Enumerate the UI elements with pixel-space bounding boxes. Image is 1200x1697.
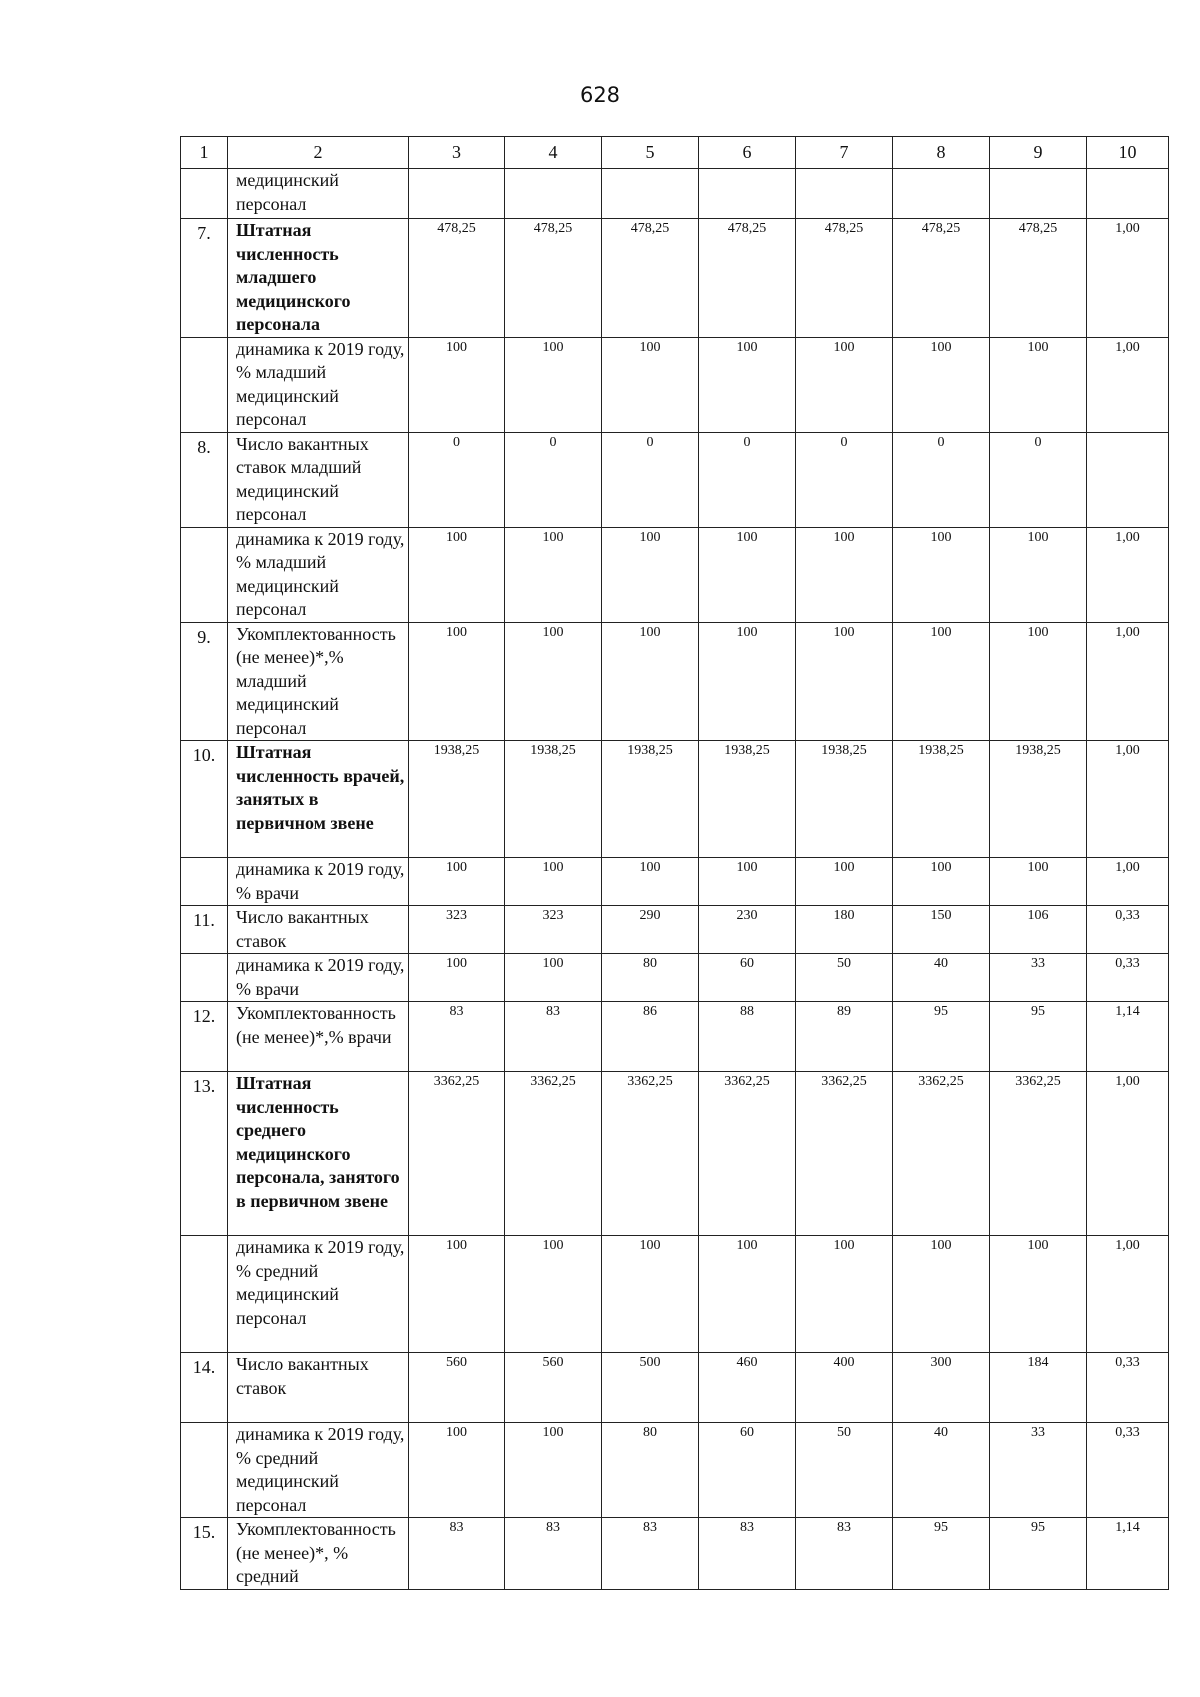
- value-cell-col-5: 86: [602, 1002, 699, 1072]
- value-cell-col-3: 478,25: [409, 219, 505, 338]
- value-cell-col-4: 100: [505, 622, 602, 741]
- value-cell-col-8: [893, 169, 990, 219]
- value-cell-col-4: 100: [505, 1236, 602, 1353]
- value-cell-col-6: 100: [699, 527, 796, 622]
- value-cell-col-4: 100: [505, 1423, 602, 1518]
- table-row: [181, 1518, 1169, 1590]
- value-cell-col-5: 0: [602, 432, 699, 527]
- data-table: [180, 136, 1169, 1590]
- row-number: [181, 527, 228, 622]
- value-cell-col-9: 100: [990, 527, 1087, 622]
- value-cell-col-10: 0,33: [1087, 906, 1169, 954]
- table-row: [181, 1072, 1169, 1236]
- value-cell-col-3: 100: [409, 337, 505, 432]
- value-cell-col-9: 95: [990, 1518, 1087, 1590]
- value-cell-col-10: 1,00: [1087, 622, 1169, 741]
- value-cell-col-3: 0: [409, 432, 505, 527]
- row-label: динамика к 2019 году, % средний медицинский персонал: [228, 1423, 409, 1518]
- row-label: Штатная численность младшего медицинского персонала: [228, 219, 409, 338]
- row-number: [181, 858, 228, 906]
- table-row: [181, 622, 1169, 741]
- table-body: [181, 137, 1169, 1590]
- row-number: [181, 337, 228, 432]
- value-cell-col-5: 100: [602, 527, 699, 622]
- row-number: 15.: [181, 1518, 228, 1590]
- value-cell-col-3: 100: [409, 858, 505, 906]
- value-cell-col-4: 478,25: [505, 219, 602, 338]
- value-cell-col-7: 478,25: [796, 219, 893, 338]
- value-cell-col-3: 323: [409, 906, 505, 954]
- value-cell-col-8: 1938,25: [893, 741, 990, 858]
- row-number: 10.: [181, 741, 228, 858]
- value-cell-col-5: 83: [602, 1518, 699, 1590]
- value-cell-col-7: 50: [796, 1423, 893, 1518]
- value-cell-col-9: 106: [990, 906, 1087, 954]
- value-cell-col-6: 88: [699, 1002, 796, 1072]
- value-cell-col-6: 100: [699, 1236, 796, 1353]
- value-cell-col-3: 3362,25: [409, 1072, 505, 1236]
- value-cell-col-6: 0: [699, 432, 796, 527]
- column-header-7: 7: [796, 137, 893, 169]
- column-header-1: 1: [181, 137, 228, 169]
- value-cell-col-5: 3362,25: [602, 1072, 699, 1236]
- value-cell-col-6: 100: [699, 337, 796, 432]
- value-cell-col-8: 100: [893, 527, 990, 622]
- value-cell-col-7: 100: [796, 858, 893, 906]
- value-cell-col-4: 560: [505, 1353, 602, 1423]
- value-cell-col-9: 184: [990, 1353, 1087, 1423]
- value-cell-col-7: 0: [796, 432, 893, 527]
- value-cell-col-4: 100: [505, 858, 602, 906]
- value-cell-col-10: 1,00: [1087, 741, 1169, 858]
- row-number: [181, 169, 228, 219]
- value-cell-col-3: 83: [409, 1002, 505, 1072]
- column-header-5: 5: [602, 137, 699, 169]
- value-cell-col-4: 83: [505, 1002, 602, 1072]
- value-cell-col-3: 100: [409, 527, 505, 622]
- value-cell-col-10: 1,14: [1087, 1518, 1169, 1590]
- row-label: Укомплектованность (не менее)*,% младший медицинский персонал: [228, 622, 409, 741]
- value-cell-col-7: 3362,25: [796, 1072, 893, 1236]
- value-cell-col-7: 83: [796, 1518, 893, 1590]
- value-cell-col-9: 33: [990, 954, 1087, 1002]
- value-cell-col-4: 3362,25: [505, 1072, 602, 1236]
- column-header-8: 8: [893, 137, 990, 169]
- table-row: [181, 527, 1169, 622]
- value-cell-col-6: [699, 169, 796, 219]
- value-cell-col-8: 100: [893, 337, 990, 432]
- table-row: [181, 906, 1169, 954]
- row-label: Штатная численность среднего медицинского персонала, занятого в первичном звене: [228, 1072, 409, 1236]
- value-cell-col-5: 100: [602, 858, 699, 906]
- value-cell-col-9: 1938,25: [990, 741, 1087, 858]
- table-row: [181, 432, 1169, 527]
- value-cell-col-4: 83: [505, 1518, 602, 1590]
- value-cell-col-3: 560: [409, 1353, 505, 1423]
- row-number: 8.: [181, 432, 228, 527]
- row-number: [181, 1236, 228, 1353]
- table-row: [181, 741, 1169, 858]
- value-cell-col-8: 100: [893, 1236, 990, 1353]
- value-cell-col-7: 100: [796, 527, 893, 622]
- row-number: 14.: [181, 1353, 228, 1423]
- value-cell-col-7: 100: [796, 622, 893, 741]
- value-cell-col-7: [796, 169, 893, 219]
- value-cell-col-8: 95: [893, 1002, 990, 1072]
- value-cell-col-3: 83: [409, 1518, 505, 1590]
- value-cell-col-9: 100: [990, 858, 1087, 906]
- value-cell-col-6: 230: [699, 906, 796, 954]
- value-cell-col-9: 95: [990, 1002, 1087, 1072]
- value-cell-col-6: 83: [699, 1518, 796, 1590]
- value-cell-col-10: 1,00: [1087, 1072, 1169, 1236]
- row-number: [181, 954, 228, 1002]
- value-cell-col-8: 478,25: [893, 219, 990, 338]
- value-cell-col-9: 100: [990, 1236, 1087, 1353]
- table-row: [181, 337, 1169, 432]
- table-row: [181, 954, 1169, 1002]
- value-cell-col-6: 478,25: [699, 219, 796, 338]
- row-label: Укомплектованность (не менее)*,% врачи: [228, 1002, 409, 1072]
- value-cell-col-5: 80: [602, 954, 699, 1002]
- page-number: 628: [579, 83, 621, 107]
- value-cell-col-10: 1,00: [1087, 1236, 1169, 1353]
- value-cell-col-5: 100: [602, 622, 699, 741]
- table-row: [181, 169, 1169, 219]
- value-cell-col-10: 1,14: [1087, 1002, 1169, 1072]
- value-cell-col-3: 100: [409, 1236, 505, 1353]
- row-label: медицинский персонал: [228, 169, 409, 219]
- value-cell-col-10: [1087, 432, 1169, 527]
- value-cell-col-10: 1,00: [1087, 527, 1169, 622]
- value-cell-col-8: 95: [893, 1518, 990, 1590]
- column-header-4: 4: [505, 137, 602, 169]
- value-cell-col-5: 80: [602, 1423, 699, 1518]
- value-cell-col-8: 100: [893, 622, 990, 741]
- value-cell-col-5: 100: [602, 337, 699, 432]
- value-cell-col-9: 0: [990, 432, 1087, 527]
- column-header-2: 2: [228, 137, 409, 169]
- row-number: 11.: [181, 906, 228, 954]
- value-cell-col-4: 100: [505, 954, 602, 1002]
- value-cell-col-4: 323: [505, 906, 602, 954]
- value-cell-col-9: [990, 169, 1087, 219]
- row-label: Число вакантных ставок: [228, 906, 409, 954]
- value-cell-col-5: 1938,25: [602, 741, 699, 858]
- value-cell-col-5: [602, 169, 699, 219]
- value-cell-col-6: 60: [699, 954, 796, 1002]
- value-cell-col-6: 60: [699, 1423, 796, 1518]
- value-cell-col-3: 100: [409, 622, 505, 741]
- value-cell-col-9: 33: [990, 1423, 1087, 1518]
- value-cell-col-9: 100: [990, 337, 1087, 432]
- row-label: динамика к 2019 году, % врачи: [228, 954, 409, 1002]
- value-cell-col-4: 0: [505, 432, 602, 527]
- value-cell-col-7: 1938,25: [796, 741, 893, 858]
- row-label: динамика к 2019 году, % средний медицинский персонал: [228, 1236, 409, 1353]
- value-cell-col-7: 400: [796, 1353, 893, 1423]
- value-cell-col-4: 1938,25: [505, 741, 602, 858]
- value-cell-col-4: 100: [505, 337, 602, 432]
- column-header-6: 6: [699, 137, 796, 169]
- table-row: [181, 1353, 1169, 1423]
- row-number: [181, 1423, 228, 1518]
- value-cell-col-3: [409, 169, 505, 219]
- value-cell-col-10: 1,00: [1087, 858, 1169, 906]
- value-cell-col-6: 3362,25: [699, 1072, 796, 1236]
- row-number: 9.: [181, 622, 228, 741]
- value-cell-col-10: 0,33: [1087, 1353, 1169, 1423]
- value-cell-col-5: 290: [602, 906, 699, 954]
- column-header-10: 10: [1087, 137, 1169, 169]
- row-number: 12.: [181, 1002, 228, 1072]
- table-row: [181, 858, 1169, 906]
- row-label: динамика к 2019 году, % младший медицинский персонал: [228, 527, 409, 622]
- header-row: [181, 137, 1169, 169]
- table-row: [181, 1236, 1169, 1353]
- value-cell-col-7: 180: [796, 906, 893, 954]
- row-label: Число вакантных ставок младший медицинский персонал: [228, 432, 409, 527]
- value-cell-col-10: 0,33: [1087, 954, 1169, 1002]
- row-number: 7.: [181, 219, 228, 338]
- value-cell-col-6: 460: [699, 1353, 796, 1423]
- value-cell-col-7: 89: [796, 1002, 893, 1072]
- row-label: динамика к 2019 году, % врачи: [228, 858, 409, 906]
- table-row: [181, 1002, 1169, 1072]
- value-cell-col-8: 0: [893, 432, 990, 527]
- value-cell-col-10: 1,00: [1087, 219, 1169, 338]
- row-label: Штатная численность врачей, занятых в первичном звене: [228, 741, 409, 858]
- column-header-3: 3: [409, 137, 505, 169]
- value-cell-col-4: [505, 169, 602, 219]
- value-cell-col-8: 150: [893, 906, 990, 954]
- value-cell-col-9: 3362,25: [990, 1072, 1087, 1236]
- value-cell-col-5: 100: [602, 1236, 699, 1353]
- value-cell-col-9: 100: [990, 622, 1087, 741]
- column-header-9: 9: [990, 137, 1087, 169]
- value-cell-col-3: 100: [409, 954, 505, 1002]
- value-cell-col-6: 100: [699, 622, 796, 741]
- value-cell-col-8: 3362,25: [893, 1072, 990, 1236]
- table-row: [181, 1423, 1169, 1518]
- row-label: динамика к 2019 году, % младший медицинский персонал: [228, 337, 409, 432]
- value-cell-col-5: 478,25: [602, 219, 699, 338]
- value-cell-col-6: 100: [699, 858, 796, 906]
- value-cell-col-8: 40: [893, 1423, 990, 1518]
- value-cell-col-6: 1938,25: [699, 741, 796, 858]
- value-cell-col-9: 478,25: [990, 219, 1087, 338]
- value-cell-col-10: 1,00: [1087, 337, 1169, 432]
- value-cell-col-10: 0,33: [1087, 1423, 1169, 1518]
- value-cell-col-4: 100: [505, 527, 602, 622]
- value-cell-col-8: 300: [893, 1353, 990, 1423]
- row-label: Число вакантных ставок: [228, 1353, 409, 1423]
- value-cell-col-5: 500: [602, 1353, 699, 1423]
- table-row: [181, 219, 1169, 338]
- value-cell-col-10: [1087, 169, 1169, 219]
- value-cell-col-8: 40: [893, 954, 990, 1002]
- value-cell-col-3: 1938,25: [409, 741, 505, 858]
- row-label: Укомплектованность (не менее)*, % средний: [228, 1518, 409, 1590]
- value-cell-col-7: 50: [796, 954, 893, 1002]
- value-cell-col-7: 100: [796, 337, 893, 432]
- row-number: 13.: [181, 1072, 228, 1236]
- value-cell-col-7: 100: [796, 1236, 893, 1353]
- value-cell-col-3: 100: [409, 1423, 505, 1518]
- value-cell-col-8: 100: [893, 858, 990, 906]
